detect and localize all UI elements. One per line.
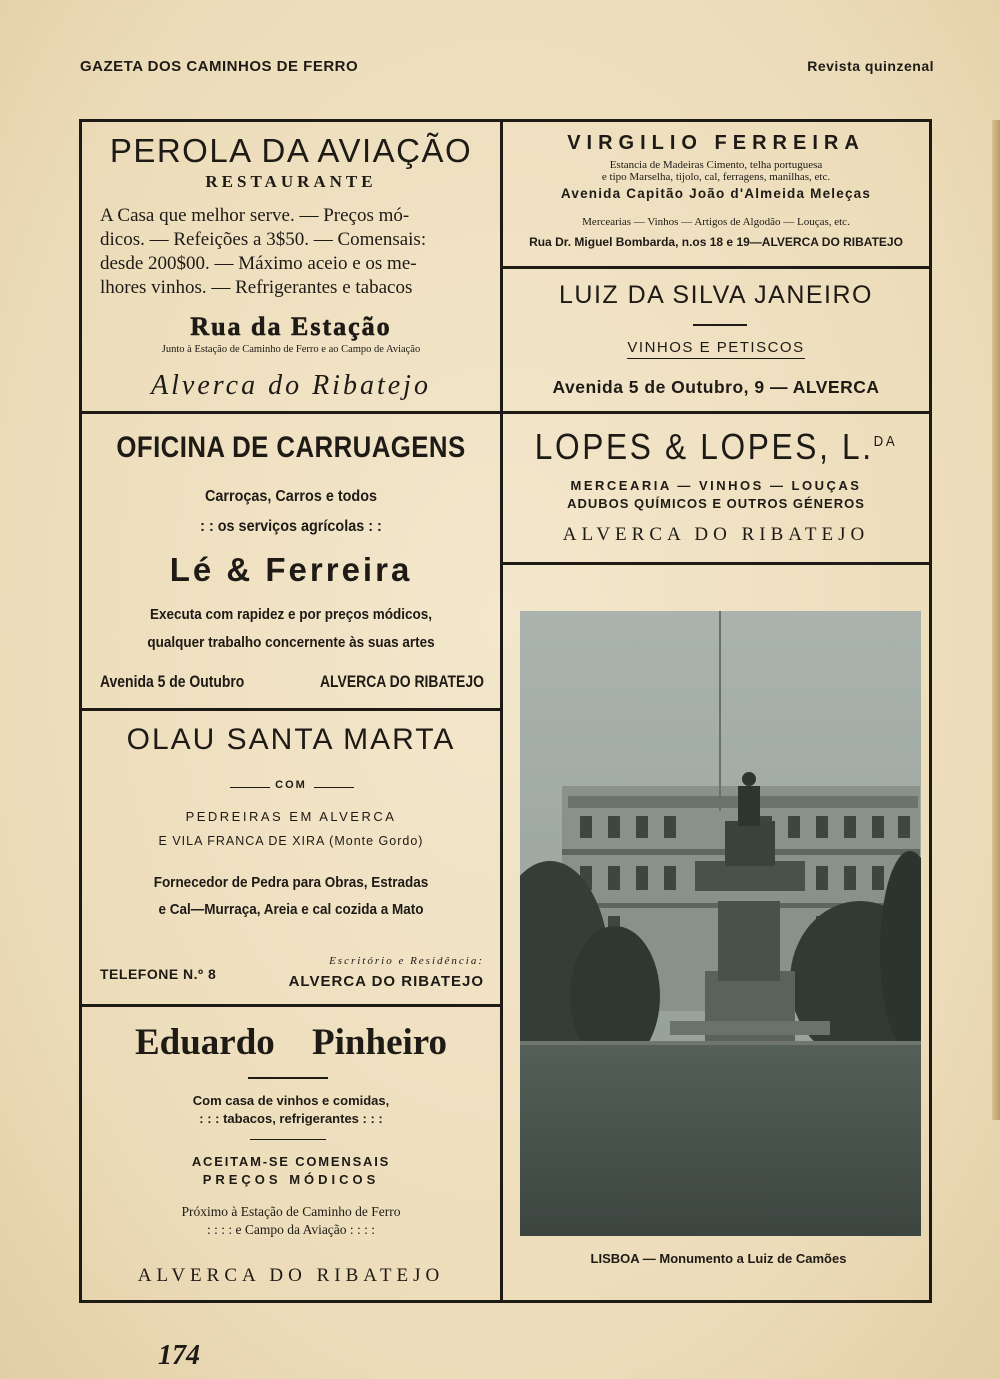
- ad-lopes-e-lopes: [503, 414, 929, 562]
- ad-virgilio-ferreira: [503, 122, 929, 266]
- ad-title: VIRGILIO FERREIRA: [567, 132, 865, 154]
- running-header-subtitle: Revista quinzenal: [807, 58, 934, 74]
- ad-line: qualquer trabalho concernente às suas artes: [147, 634, 435, 651]
- ad-place: ALVERCA DO RIBATEJO: [562, 524, 870, 545]
- ad-line: Estancia de Madeiras Cimento, telha portuguesa: [609, 159, 823, 171]
- ad-title: OFICINA DE CARRUAGENS: [116, 431, 466, 464]
- ad-title-sup: DA: [873, 433, 898, 450]
- ad-subtitle: [503, 339, 929, 356]
- ad-line: : : os serviços agrícolas : :: [200, 518, 382, 535]
- ad-eduardo-pinheiro: [82, 1007, 500, 1300]
- ad-line: MERCEARIA — VINHOS — LOUÇAS: [570, 478, 862, 493]
- ad-note: Junto à Estação de Caminho de Ferro e ao Campo de Aviação: [161, 344, 421, 355]
- divider: [500, 562, 932, 565]
- ad-line: ACEITAM-SE COMENSAIS: [191, 1154, 391, 1169]
- body-line: A Casa que melhor serve. — Preços mó-: [100, 205, 410, 226]
- ad-line: E VILA FRANCA DE XIRA (Monte Gordo): [158, 834, 424, 848]
- ad-address: Avenida 5 de Outubro, 9 — ALVERCA: [552, 377, 880, 397]
- ad-line: Executa com rapidez e por preços módicos,: [149, 606, 433, 623]
- ad-title: OLAU SANTA MARTA: [126, 723, 456, 756]
- ad-place: Alverca do Ribatejo: [151, 370, 431, 401]
- ad-com: COM: [275, 779, 307, 791]
- ad-subtitle-text: VINHOS E PETISCOS: [627, 339, 804, 359]
- ad-body: [100, 204, 486, 300]
- photo-monumento-camoes: [520, 611, 921, 1236]
- running-header-title: GAZETA DOS CAMINHOS DE FERRO: [80, 58, 359, 75]
- ad-oficina-de-carruagens: [82, 414, 500, 708]
- ad-line: Carroças, Carros e todos: [204, 488, 378, 505]
- ad-line: PEDREIRAS EM ALVERCA: [185, 809, 397, 824]
- ad-line: : : : tabacos, refrigerantes : : :: [199, 1111, 383, 1126]
- body-line: dicos. — Refeições a 3$50. — Comensais:: [100, 229, 427, 250]
- ad-address-left: Avenida 5 de Outubro: [100, 672, 245, 691]
- ad-line: e tipo Marselha, tijolo, cal, ferragens, manilhas, etc.: [601, 171, 831, 183]
- ad-title: Eduardo Pinheiro: [134, 1022, 448, 1063]
- ad-perola-da-aviacao: [82, 122, 500, 411]
- ad-place: ALVERCA DO RIBATEJO: [137, 1265, 445, 1286]
- ad-address: Rua Dr. Miguel Bombarda, n.os 18 e 19—ALVERCA DO RIBATEJO: [529, 235, 903, 249]
- ad-street: Rua da Estação: [190, 312, 392, 341]
- ad-title: [529, 426, 904, 468]
- ad-title: LUIZ DA SILVA JANEIRO: [559, 281, 873, 309]
- body-line: desde 200$00. — Máximo aceio e os me-: [100, 253, 417, 274]
- ad-name: Lé & Ferreira: [169, 551, 413, 588]
- ad-luiz-da-silva-janeiro: [503, 269, 929, 411]
- ad-title: PEROLA DA AVIAÇÃO: [109, 132, 473, 169]
- ad-avenue: Avenida Capitão João d'Almeida Meleças: [560, 186, 872, 201]
- ad-line: ADUBOS QUÍMICOS E OUTROS GÉNEROS: [567, 496, 865, 511]
- ad-address-right: ALVERCA DO RIBATEJO: [320, 672, 484, 691]
- rule: [248, 1077, 328, 1079]
- rule: [314, 787, 354, 788]
- ad-line: Mercearias — Vinhos — Artigos de Algodão — Louças, etc.: [582, 216, 850, 228]
- body-line: lhores vinhos. — Refrigerantes e tabacos: [100, 277, 413, 298]
- ad-olau-santa-marta: [82, 711, 500, 1004]
- binding-edge: [992, 120, 1000, 1120]
- ad-office: Escritório e Residência:: [329, 955, 484, 967]
- rule: [250, 1139, 326, 1140]
- ad-line: Próximo à Estação de Caminho de Ferro: [181, 1204, 401, 1219]
- ad-line: PREÇOS MÓDICOS: [202, 1172, 380, 1187]
- rule: [693, 324, 747, 326]
- ad-line: e Cal—Murraça, Areia e cal cozida a Mato: [158, 901, 424, 918]
- ad-line: Fornecedor de Pedra para Obras, Estradas: [153, 874, 429, 891]
- ad-phone: TELEFONE N.º 8: [100, 966, 217, 982]
- ad-line: : : : : e Campo da Aviação : : : :: [206, 1222, 376, 1237]
- page-number: 174: [158, 1340, 200, 1371]
- photo-illustration: [520, 611, 921, 1236]
- ad-title-text: LOPES & LOPES, L.: [534, 426, 874, 467]
- photo-caption: LISBOA — Monumento a Luiz de Camões: [590, 1251, 847, 1266]
- ad-line: Com casa de vinhos e comidas,: [192, 1093, 390, 1108]
- ad-subtitle: RESTAURANTE: [205, 172, 377, 191]
- ad-place: ALVERCA DO RIBATEJO: [288, 973, 484, 990]
